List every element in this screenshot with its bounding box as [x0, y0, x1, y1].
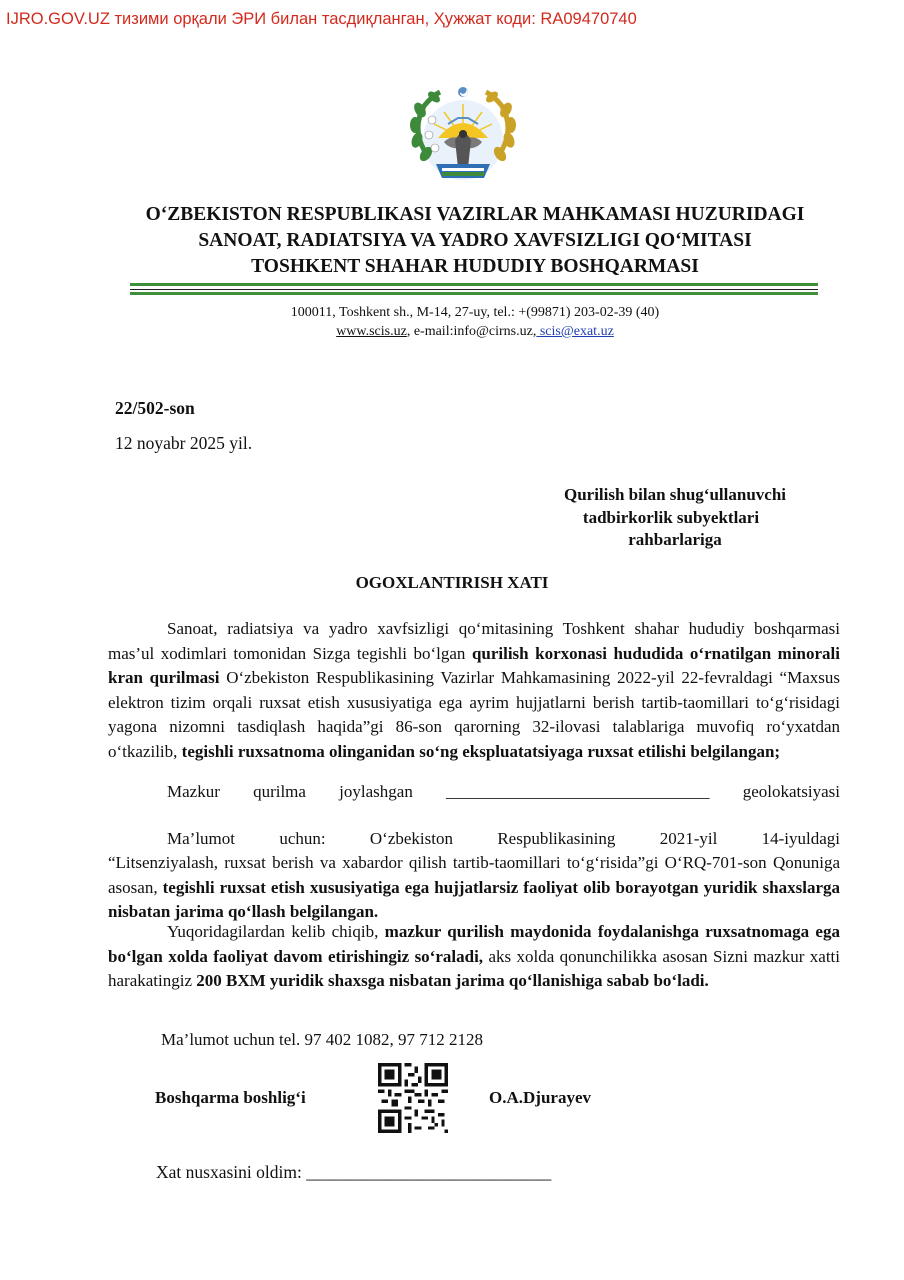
- letter-date: 12 noyabr 2025 yil.: [115, 433, 253, 453]
- qr-code-icon: [378, 1063, 448, 1133]
- letter-number: 22/502-son: [115, 398, 195, 418]
- header-line-3: TOSHKENT SHAHAR HUDUDIY BOSHQARMASI: [251, 256, 699, 277]
- receipt-blank: ____________________________: [306, 1162, 552, 1182]
- signer-position: Boshqarma boshlig‘i: [155, 1088, 306, 1107]
- receipt-line: Xat nusxasini oldim: ____________________________: [156, 1162, 552, 1182]
- addressee-line-2: tadbirkorlik subyektlari: [582, 507, 760, 527]
- header-line-1: O‘ZBEKISTON RESPUBLIKASI VAZIRLAR MAHKAMASI HUZURIDAGI: [145, 204, 805, 225]
- coat-of-arms-icon: [402, 80, 524, 196]
- addressee-line-3: rahbarlariga: [628, 530, 722, 549]
- paragraph-3-first-line: Ma’lumot uchun: O‘zbekiston Respublikasining 2021-yil 14-iyuldagi: [167, 829, 840, 848]
- organization-header: [60, 202, 890, 280]
- header-rule-black: [130, 289, 818, 290]
- geolocation-blank: _______________________________: [446, 782, 710, 801]
- letter-title: OGOXLANTIRISH XATI: [355, 573, 549, 592]
- signer-name: O.A.Djurayev: [489, 1088, 591, 1107]
- addressee-block: [500, 484, 850, 552]
- paragraph-2: Mazkur qurilma joylashgan _______________________________ geolokatsiyasi: [167, 780, 840, 805]
- website-link[interactable]: www.scis.uz: [336, 324, 407, 339]
- email-link[interactable]: scis@exat.uz: [536, 324, 614, 339]
- paragraph-4: Yuqoridagilardan kelib chiqib, mazkur qurilish maydonida foydalanishga ruxsatnomaga ega bo‘lgan xolda faoliyat davom etirishingiz so‘raladi, aks xolda qonunchilikka asosan Sizni mazkur xatti harakatingiz 200 BXM yuridik shaxsga nisbatan jarima qo‘llanishiga sabab bo‘ladi.: [108, 922, 840, 990]
- contact-links: [170, 322, 780, 341]
- contact-address: 100011, Toshkent sh., M-14, 27-uy, tel.: +(99871) 203-02-39 (40): [290, 305, 660, 320]
- paragraph-1: Sanoat, radiatsiya va yadro xavfsizligi qo‘mitasining Toshkent shahar hududiy boshqarmasi mas’ul xodimlari tomonidan Sizga tegishli bo‘lgan qurilish korxonasi hududida o‘rnatilgan minorali kran qurilmasi O‘zbekiston Respublikasining Vazirlar Mahkamasining 2022-yil 22-fevraldagi “Maxsus elektron tizim orqali ruxsat etish xususiyatiga ega ayrim hujjatlarni berish tartib-taomillari to‘g‘risidagi yagona nizomni tasdiqlash haqida”gi 86-son qarorning 32-ilovasi talablariga muvofiq ro‘yxatdan o‘tkazilib, tegishli ruxsatnoma olinganidan so‘ng ekspluatatsiyaga ruxsat etilishi belgilangan;: [108, 619, 840, 761]
- info-phone: Ma’lumot uchun tel. 97 402 1082, 97 712 2128: [161, 1030, 484, 1049]
- addressee-line-1: Qurilish bilan shug‘ullanuvchi: [563, 485, 787, 504]
- header-rule-green-bottom: [130, 292, 818, 295]
- header-line-2: SANOAT, RADIATSIYA VA YADRO XAVFSIZLIGI QO‘MITASI: [198, 230, 752, 251]
- email-text: , e-mail:info@cirns.uz,: [406, 324, 537, 339]
- header-rule-green-top: [130, 283, 818, 286]
- paragraph-3: “Litsenziyalash, ruxsat berish va xabardor qilish tartib-taomillari to‘g‘risida”gi O‘RQ-701-son Qonuniga asosan, tegishli ruxsat etish xususiyatiga ega hujjatlarsiz faoliyat olib borayotgan yuridik shaxslarga nisbatan jarima qo‘llash belgilangan.: [108, 853, 840, 921]
- verification-banner: IJRO.GOV.UZ тизими орқали ЭРИ билан тасдиқланган, Ҳужжат коди: RA09470740: [6, 10, 637, 28]
- contact-block: [170, 303, 780, 341]
